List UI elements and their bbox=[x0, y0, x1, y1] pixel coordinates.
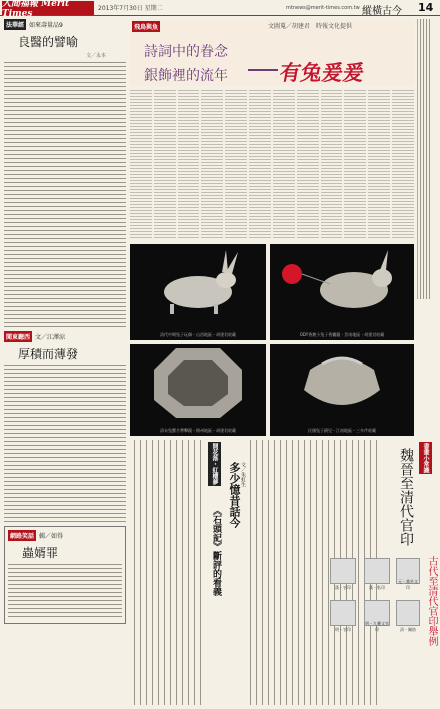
octagon-mirror-icon bbox=[130, 344, 266, 420]
article1-byline: 文／永本 bbox=[85, 53, 106, 59]
article1-tag: 法華經 bbox=[4, 19, 26, 30]
photo-rabbit-mirror bbox=[130, 344, 266, 436]
article2-tag: 聞東聽西 bbox=[4, 331, 32, 342]
lower-section bbox=[130, 440, 438, 705]
seal-thumb: 明・九疊文官印 bbox=[364, 600, 390, 626]
left-column bbox=[4, 19, 126, 705]
newspaper-logo: 人間福報 Merit Times bbox=[2, 1, 94, 15]
section-name: 縱橫古今 bbox=[362, 6, 402, 17]
feature-big-title: 有兔爰爰 bbox=[277, 60, 367, 85]
article3-body bbox=[8, 564, 122, 617]
photo-caption: 清代中期兔子玩偶・山西地區・胡建君收藏 bbox=[160, 332, 236, 337]
seal-thumb: 清・關防 bbox=[396, 600, 420, 626]
photo-rabbit-sachet bbox=[270, 244, 414, 340]
title-dash bbox=[248, 69, 278, 71]
rabbit-sachet-icon bbox=[270, 244, 414, 324]
seal-thumb: 漢・官印 bbox=[330, 558, 356, 584]
article3-box bbox=[4, 526, 126, 624]
issue-date: 2013年7月30日 星期二 bbox=[98, 5, 163, 12]
article1-tag-sub: 如來壽量品9 bbox=[29, 22, 63, 29]
lower-title-2: 《石頭記》斷評的看義 bbox=[211, 506, 221, 596]
photo-caption: 清末兔蟹月帶擊鏡・揚州地區・胡建君收藏 bbox=[160, 428, 236, 433]
masthead bbox=[0, 0, 440, 19]
feature-title-line1: 詩詞中的眷念 bbox=[144, 44, 228, 60]
right-column-text bbox=[417, 19, 438, 299]
right-lower-title: 魏晉至清代官印 bbox=[398, 448, 414, 546]
article3-tag: 網路笑話 bbox=[8, 530, 36, 541]
article2-byline: 文／江澤涼 bbox=[35, 334, 66, 341]
page-number: 14 bbox=[418, 1, 434, 14]
article3-header bbox=[8, 530, 122, 541]
feature-byline: 文圖蒐／胡建君 時報文化提供 bbox=[268, 23, 353, 30]
article2-body bbox=[4, 365, 126, 522]
rabbit-silhouette-icon bbox=[130, 244, 266, 324]
photo-caption: 民國兔子鎖兒・江南地區・三多芹收藏 bbox=[308, 428, 376, 433]
article1-header bbox=[4, 19, 126, 30]
article2-title: 厚積而薄發 bbox=[18, 347, 79, 361]
article1-title: 良醫的譬喻 bbox=[18, 35, 79, 49]
article1-body bbox=[4, 62, 126, 327]
article3-tag-sub: 輯／如得 bbox=[39, 533, 64, 540]
lower-tag: 開花落・紅樓夢 bbox=[208, 442, 221, 486]
photo-caption: ODY香鍍小兔子香囊擺・雲南地區・胡建君收藏 bbox=[299, 332, 385, 337]
seal-thumb: 明・官印 bbox=[330, 600, 356, 626]
photo-rabbit-lock bbox=[270, 344, 414, 436]
right-lower-tag: 書畫小常識 bbox=[419, 442, 432, 474]
lower-byline: 文／朱虹生 bbox=[240, 462, 246, 487]
lower-title-1: 多少憶昔話今 bbox=[228, 462, 241, 528]
article3-title: 蟲婿罪 bbox=[22, 546, 59, 560]
contact-email: mtnews@merit-times.com.tw bbox=[286, 5, 360, 11]
seal-thumb: 漢・私印 bbox=[364, 558, 390, 584]
lock-pendant-icon bbox=[270, 344, 414, 420]
feature-body-text bbox=[130, 90, 414, 240]
photo-rabbit-toy bbox=[130, 244, 266, 340]
article2-header bbox=[4, 331, 126, 342]
right-lower-red-title: 古代至清代官印舉例 bbox=[426, 556, 437, 646]
seal-thumb: 元・黨外文印 bbox=[396, 558, 420, 584]
feature-banner bbox=[130, 19, 414, 86]
feature-title-line2: 銀飾裡的流年 bbox=[144, 68, 228, 84]
photo-grid bbox=[130, 244, 414, 436]
feature-tag: 飛鳥與魚 bbox=[132, 21, 160, 32]
